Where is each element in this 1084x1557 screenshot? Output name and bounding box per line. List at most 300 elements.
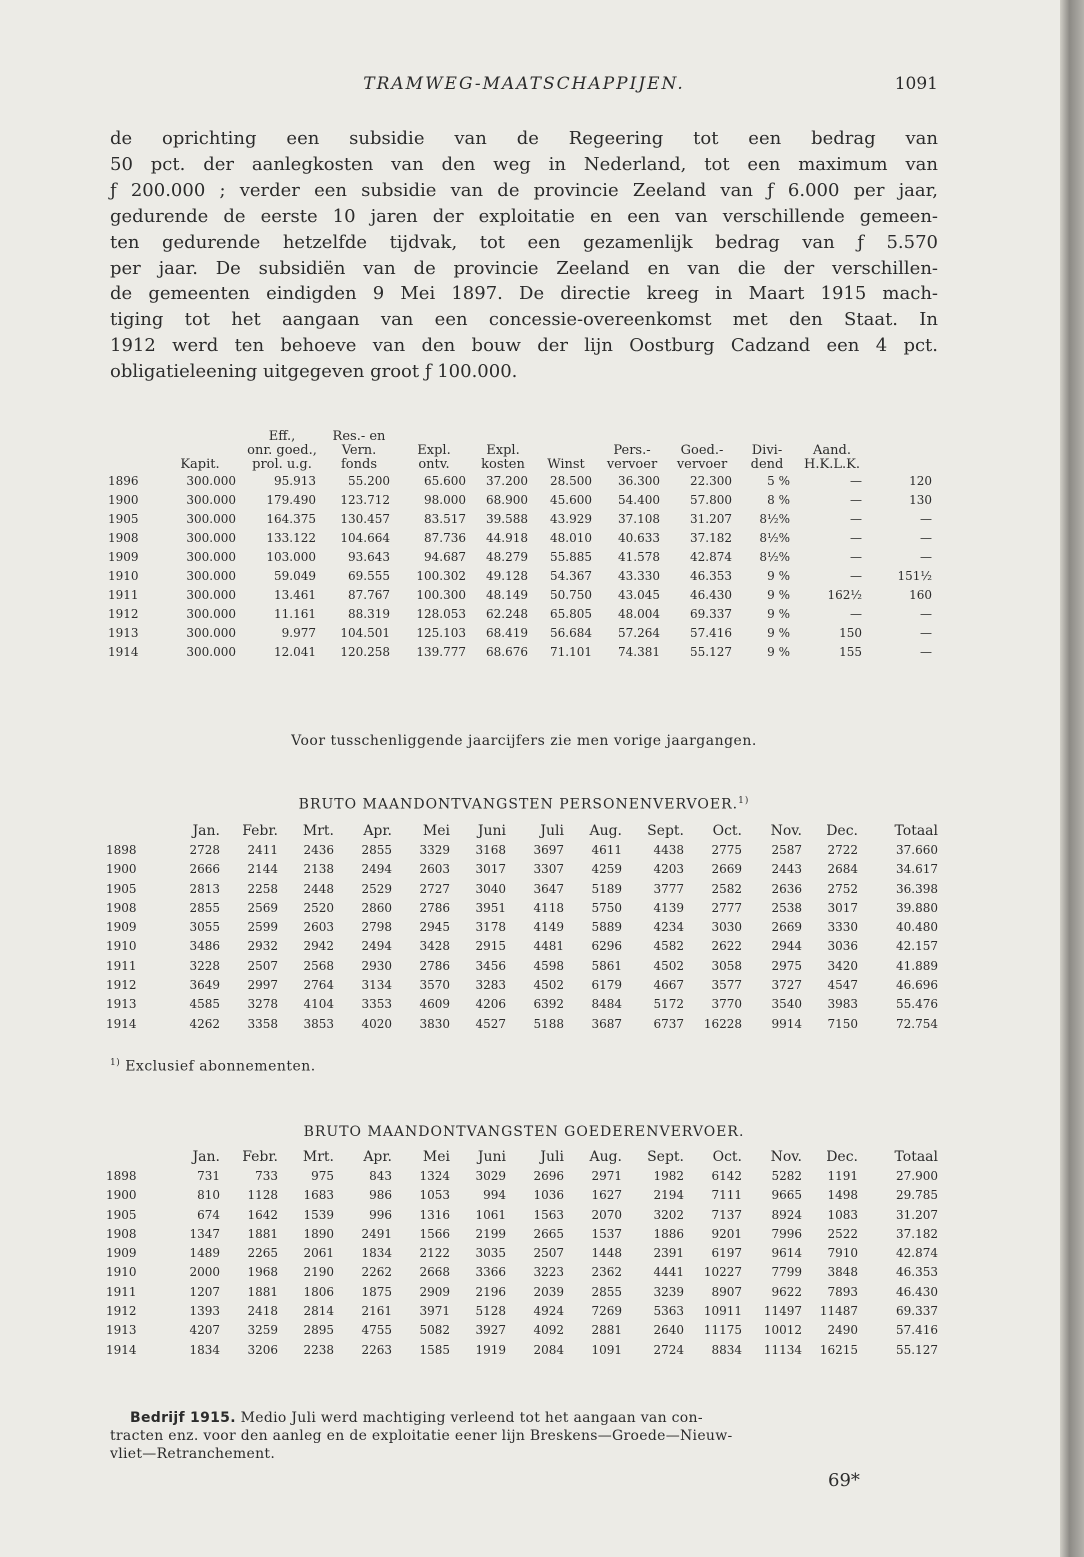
financial-year: 1911	[108, 588, 139, 602]
goods-cell: 9665	[771, 1188, 802, 1203]
closing-line: vliet—Retranchement.	[110, 1446, 276, 1462]
footnote	[110, 1058, 316, 1075]
goods-column-header: Dec.	[826, 1149, 858, 1165]
goods-cell: 1881	[247, 1226, 278, 1241]
financial-header-cell: vervoer	[676, 457, 728, 472]
passengers-cell: 4259	[591, 862, 622, 877]
financial-cell: 8½%	[759, 512, 790, 526]
goods-cell: 2418	[247, 1304, 278, 1319]
goods-cell: 10227	[703, 1265, 742, 1280]
financial-cell: —	[920, 531, 932, 545]
financial-cell: 104.664	[340, 531, 390, 545]
passengers-cell: 2860	[361, 900, 392, 915]
passengers-cell: 7150	[827, 1016, 858, 1031]
passengers-cell: 4547	[827, 978, 858, 993]
financial-cell: 179.490	[266, 493, 316, 507]
financial-cell: 300.000	[186, 493, 236, 507]
financial-cell: 300.000	[186, 588, 236, 602]
goods-cell: 69.337	[896, 1304, 938, 1319]
goods-cell: 6197	[711, 1246, 742, 1261]
passengers-row	[106, 899, 938, 918]
goods-cell: 9201	[711, 1226, 742, 1241]
goods-cell: 1489	[189, 1246, 220, 1261]
financial-cell: 300.000	[186, 569, 236, 583]
passengers-cell: 6179	[591, 978, 622, 993]
goods-cell: 3223	[533, 1265, 564, 1280]
goods-cell: 2881	[591, 1323, 622, 1338]
passengers-cell: 2775	[711, 843, 742, 857]
financial-cell: 9 %	[767, 645, 790, 659]
financial-header-cell	[158, 444, 242, 458]
financial-row	[108, 605, 938, 624]
goods-cell: 7893	[827, 1284, 858, 1299]
passengers-cell: 2636	[771, 881, 802, 896]
passengers-cell: 4582	[653, 939, 684, 954]
passengers-cell: 5861	[591, 958, 622, 973]
financial-cell: —	[850, 493, 862, 507]
goods-cell: 3035	[475, 1246, 506, 1261]
goods-year: 1914	[106, 1342, 137, 1357]
passengers-cell: 3178	[475, 920, 506, 935]
financial-header-cell: Expl.	[417, 443, 451, 458]
passengers-cell: 2411	[247, 843, 278, 857]
passengers-cell: 3770	[711, 997, 742, 1012]
goods-cell: 10012	[763, 1323, 802, 1338]
goods-header-row	[106, 1147, 938, 1167]
passengers-row	[106, 937, 938, 956]
passengers-row	[106, 860, 938, 879]
financial-cell: 8½%	[759, 550, 790, 564]
passengers-cell: 2777	[711, 900, 742, 915]
goods-row	[106, 1341, 938, 1360]
goods-cell: 2668	[419, 1265, 450, 1280]
passengers-cell: 3983	[827, 997, 858, 1012]
financial-header-cell: fonds	[340, 457, 377, 472]
goods-cell: 5128	[475, 1304, 506, 1319]
passengers-cell: 2930	[361, 958, 392, 973]
goods-cell: 7996	[771, 1226, 802, 1241]
goods-cell: 1683	[303, 1188, 334, 1203]
financial-cell: 48.004	[618, 607, 660, 621]
financial-cell: —	[920, 607, 932, 621]
goods-cell: 1968	[247, 1265, 278, 1280]
goods-cell: 1316	[419, 1207, 450, 1222]
financial-cell: 12.041	[274, 645, 316, 659]
page-number: 1091	[894, 74, 938, 94]
goods-column-header: Nov.	[770, 1149, 802, 1165]
financial-cell: 65.600	[424, 474, 466, 488]
passengers-cell: 2915	[475, 939, 506, 954]
financial-cell: 94.687	[424, 550, 466, 564]
goods-cell: 2665	[533, 1226, 564, 1241]
financial-header-cell	[108, 458, 158, 472]
financial-cell: 43.330	[618, 569, 660, 583]
goods-cell: 1091	[591, 1342, 622, 1357]
goods-cell: 2909	[419, 1284, 450, 1299]
goods-cell: 1498	[827, 1188, 858, 1203]
financial-cell: 88.319	[348, 607, 390, 621]
passengers-cell: 9914	[771, 1016, 802, 1031]
goods-cell: 8924	[771, 1207, 802, 1222]
passengers-cell: 4139	[653, 900, 684, 915]
financial-cell: 28.500	[550, 474, 592, 488]
goods-cell: 3927	[475, 1323, 506, 1338]
passengers-column-header: Febr.	[242, 823, 278, 839]
financial-year: 1913	[108, 626, 139, 640]
passengers-cell: 3687	[591, 1016, 622, 1031]
passengers-cell: 2722	[827, 843, 858, 857]
financial-header-cell	[796, 430, 868, 444]
financial-header-cell	[598, 430, 666, 444]
passengers-column-header: Apr.	[363, 823, 392, 839]
intro-line: 1912 werd ten behoeve van den bouw der lijn Oostburg Cadzand een 4 pct.	[110, 335, 938, 357]
goods-cell: 37.182	[896, 1226, 938, 1241]
goods-cell: 4924	[533, 1304, 564, 1319]
passengers-cell: 2603	[303, 920, 334, 935]
financial-cell: 150	[839, 626, 862, 640]
financial-cell: 300.000	[186, 531, 236, 545]
financial-year: 1908	[108, 531, 139, 545]
financial-header-cell: Winst	[547, 457, 585, 472]
goods-cell: 2196	[475, 1284, 506, 1299]
passengers-cell: 2569	[247, 900, 278, 915]
goods-cell: 810	[197, 1188, 220, 1203]
intro-line: 50 pct. der aanlegkosten van den weg in Nederland, tot een maximum van	[110, 153, 938, 175]
financial-header-row	[108, 430, 938, 444]
goods-cell: 3848	[827, 1265, 858, 1280]
goods-cell: 1347	[189, 1226, 220, 1241]
financial-cell: 87.767	[348, 588, 390, 602]
financial-cell: 55.127	[690, 645, 732, 659]
financial-row	[108, 529, 938, 548]
financial-header-cell	[158, 430, 242, 444]
financial-cell: —	[920, 626, 932, 640]
financial-cell: 87.736	[424, 531, 466, 545]
financial-cell: 162½	[827, 588, 862, 602]
goods-cell: 8907	[711, 1284, 742, 1299]
goods-cell: 9622	[771, 1284, 802, 1299]
goods-row	[106, 1321, 938, 1340]
passengers-cell: 2944	[771, 939, 802, 954]
passengers-row	[106, 841, 938, 860]
financial-header-cell: onr. goed.,	[247, 443, 317, 458]
goods-cell: 2262	[361, 1265, 392, 1280]
passengers-cell: 4206	[475, 997, 506, 1012]
passengers-cell: 3951	[475, 900, 506, 915]
goods-cell: 2696	[533, 1169, 564, 1183]
passengers-cell: 2684	[827, 862, 858, 877]
goods-monthly-table	[106, 1147, 938, 1360]
goods-cell: 2084	[533, 1342, 564, 1357]
financial-header-row	[108, 458, 938, 472]
passengers-cell: 4149	[533, 920, 564, 935]
goods-cell: 2362	[591, 1265, 622, 1280]
passengers-cell: 3168	[475, 843, 506, 857]
financial-cell: 69.555	[348, 569, 390, 583]
goods-cell: 2190	[303, 1265, 334, 1280]
financial-row	[108, 548, 938, 567]
financial-table	[108, 430, 938, 662]
financial-cell: 9 %	[767, 569, 790, 583]
passengers-cell: 3055	[189, 920, 220, 935]
financial-cell: 160	[909, 588, 932, 602]
financial-cell: 43.929	[550, 512, 592, 526]
goods-cell: 1585	[419, 1342, 450, 1357]
goods-cell: 2490	[827, 1323, 858, 1338]
financial-header-cell	[738, 430, 796, 444]
goods-column-header: Jan.	[192, 1149, 220, 1165]
financial-header-cell	[534, 444, 598, 458]
passengers-year: 1913	[106, 997, 137, 1012]
goods-cell: 2507	[533, 1246, 564, 1261]
passengers-cell: 4104	[303, 997, 334, 1012]
financial-cell: 50.750	[550, 588, 592, 602]
passengers-cell: 4203	[653, 862, 684, 877]
goods-cell: 3202	[653, 1207, 684, 1222]
passengers-column-header: Juni	[477, 823, 506, 839]
passengers-cell: 3647	[533, 881, 564, 896]
goods-cell: 2814	[303, 1304, 334, 1319]
financial-cell: 164.375	[266, 512, 316, 526]
financial-cell: 128.053	[416, 607, 466, 621]
passengers-cell: 2728	[189, 843, 220, 857]
financial-header-cell: dend	[750, 457, 784, 472]
passengers-year: 1898	[106, 843, 137, 857]
footnote-mark: 1)	[110, 1058, 121, 1068]
passengers-cell: 3017	[475, 862, 506, 877]
goods-row	[106, 1302, 938, 1321]
goods-cell: 2194	[653, 1188, 684, 1203]
goods-row	[106, 1186, 938, 1205]
financial-cell: 155	[839, 645, 862, 659]
financial-cell: 74.381	[618, 645, 660, 659]
passengers-row	[106, 995, 938, 1014]
goods-cell: 2522	[827, 1226, 858, 1241]
goods-column-header: Febr.	[242, 1149, 278, 1165]
passengers-row	[106, 880, 938, 899]
goods-cell: 7269	[591, 1304, 622, 1319]
passengers-cell: 3540	[771, 997, 802, 1012]
goods-column-header: Juli	[540, 1149, 564, 1165]
financial-cell: 95.913	[274, 474, 316, 488]
financial-cell: 300.000	[186, 550, 236, 564]
passengers-cell: 5189	[591, 881, 622, 896]
goods-cell: 1890	[303, 1226, 334, 1241]
passengers-cell: 2144	[247, 862, 278, 877]
financial-cell: 8½%	[759, 531, 790, 545]
goods-cell: 11497	[763, 1304, 802, 1319]
closing-label: Bedrijf 1915.	[130, 1410, 236, 1426]
passengers-cell: 6392	[533, 997, 564, 1012]
intro-paragraph	[110, 126, 938, 385]
passengers-cell: 2587	[771, 843, 802, 857]
passengers-caption-mark: 1)	[738, 796, 750, 806]
financial-year: 1905	[108, 512, 139, 526]
financial-header-cell	[108, 444, 158, 458]
goods-year: 1910	[106, 1265, 137, 1280]
goods-cell: 3259	[247, 1323, 278, 1338]
intro-line: de oprichting een subsidie van de Regeering tot een bedrag van	[110, 128, 938, 149]
passengers-cell: 4667	[653, 978, 684, 993]
passengers-cell: 5188	[533, 1016, 564, 1031]
goods-cell: 1886	[653, 1226, 684, 1241]
goods-cell: 7799	[771, 1265, 802, 1280]
financial-header-cell	[472, 430, 534, 444]
passengers-cell: 2855	[189, 900, 220, 915]
financial-cell: 37.108	[618, 512, 660, 526]
financial-cell: 13.461	[274, 588, 316, 602]
passengers-cell: 4481	[533, 939, 564, 954]
goods-cell: 1036	[533, 1188, 564, 1203]
passengers-cell: 3456	[475, 958, 506, 973]
passengers-cell: 3040	[475, 881, 506, 896]
passengers-cell: 72.754	[896, 1016, 938, 1031]
passengers-cell: 3577	[711, 978, 742, 993]
goods-column-header: Mrt.	[302, 1149, 334, 1165]
goods-cell: 3239	[653, 1284, 684, 1299]
goods-cell: 3366	[475, 1265, 506, 1280]
passengers-cell: 2942	[303, 939, 334, 954]
financial-cell: 130	[909, 493, 932, 507]
passengers-cell: 5889	[591, 920, 622, 935]
passengers-cell: 2599	[247, 920, 278, 935]
goods-cell: 1563	[533, 1207, 564, 1222]
financial-cell: 55.885	[550, 550, 592, 564]
passengers-cell: 2855	[361, 843, 392, 857]
financial-cell: 8 %	[767, 493, 790, 507]
financial-cell: 68.419	[486, 626, 528, 640]
goods-cell: 2122	[419, 1246, 450, 1261]
goods-row	[106, 1263, 938, 1282]
financial-cell: 36.300	[618, 474, 660, 488]
passengers-cell: 34.617	[896, 862, 938, 877]
financial-cell: 59.049	[274, 569, 316, 583]
passengers-cell: 2798	[361, 920, 392, 935]
passengers-cell: 2436	[303, 843, 334, 857]
passengers-year: 1900	[106, 862, 137, 877]
passengers-cell: 2786	[419, 958, 450, 973]
financial-cell: 300.000	[186, 645, 236, 659]
goods-cell: 2971	[591, 1169, 622, 1183]
passengers-cell: 2448	[303, 881, 334, 896]
financial-cell: 103.000	[266, 550, 316, 564]
financial-cell: 37.200	[486, 474, 528, 488]
passengers-row	[106, 957, 938, 976]
goods-cell: 2855	[591, 1284, 622, 1299]
goods-cell: 1128	[247, 1188, 278, 1203]
goods-cell: 2265	[247, 1246, 278, 1261]
goods-cell: 42.874	[896, 1246, 938, 1261]
passengers-cell: 2752	[827, 881, 858, 896]
passengers-column-header: Jan.	[192, 823, 220, 839]
financial-cell: 139.777	[416, 645, 466, 659]
passengers-caption-text: BRUTO MAANDONTVANGSTEN PERSONENVERVOER.	[298, 796, 739, 813]
financial-header-cell: Kapit.	[180, 457, 220, 472]
passengers-header-row	[106, 821, 938, 841]
passengers-cell: 4527	[475, 1016, 506, 1031]
financial-cell: 44.918	[486, 531, 528, 545]
passengers-year: 1910	[106, 939, 137, 954]
passengers-cell: 4609	[419, 997, 450, 1012]
financial-cell: 45.600	[550, 493, 592, 507]
passengers-column-header: Dec.	[826, 823, 858, 839]
passengers-cell: 3428	[419, 939, 450, 954]
financial-cell: 37.182	[690, 531, 732, 545]
goods-year: 1908	[106, 1226, 137, 1241]
goods-cell: 2161	[361, 1304, 392, 1319]
passengers-cell: 3420	[827, 958, 858, 973]
goods-row	[106, 1206, 938, 1225]
passengers-cell: 2666	[189, 862, 220, 877]
goods-cell: 1919	[475, 1342, 506, 1357]
goods-cell: 2039	[533, 1284, 564, 1299]
passengers-column-header: Nov.	[770, 823, 802, 839]
financial-header-cell	[534, 430, 598, 444]
goods-column-header: Sept.	[647, 1149, 684, 1165]
financial-year: 1896	[108, 474, 139, 488]
financial-cell: —	[920, 550, 932, 564]
running-title: TRAMWEG-MAATSCHAPPIJEN.	[363, 74, 685, 94]
financial-cell: 46.353	[690, 569, 732, 583]
financial-row	[108, 472, 938, 491]
financial-header-cell: Aand.	[813, 443, 851, 458]
passengers-cell: 3228	[189, 958, 220, 973]
passengers-cell: 2727	[419, 881, 450, 896]
passengers-row	[106, 918, 938, 937]
financial-cell: 83.517	[424, 512, 466, 526]
financial-cell: 62.248	[486, 607, 528, 621]
goods-cell: 2391	[653, 1246, 684, 1261]
financial-cell: 56.684	[550, 626, 592, 640]
passengers-cell: 2622	[711, 939, 742, 954]
passengers-cell: 4611	[591, 843, 622, 857]
goods-cell: 8834	[711, 1342, 742, 1357]
financial-year: 1909	[108, 550, 139, 564]
goods-caption: BRUTO MAANDONTVANGSTEN GOEDERENVERVOER.	[303, 1124, 745, 1140]
passengers-year: 1905	[106, 881, 137, 896]
goods-year: 1900	[106, 1188, 137, 1203]
financial-year: 1910	[108, 569, 139, 583]
goods-cell: 31.207	[896, 1207, 938, 1222]
financial-cell: —	[850, 569, 862, 583]
financial-cell: 57.800	[690, 493, 732, 507]
passengers-row	[106, 1015, 938, 1034]
financial-cell: —	[850, 531, 862, 545]
goods-cell: 2724	[653, 1342, 684, 1357]
goods-cell: 3971	[419, 1304, 450, 1319]
passengers-cell: 6296	[591, 939, 622, 954]
passengers-cell: 3329	[419, 843, 450, 857]
goods-cell: 1191	[827, 1169, 858, 1183]
goods-cell: 29.785	[896, 1188, 938, 1203]
financial-cell: —	[850, 474, 862, 488]
financial-cell: 300.000	[186, 626, 236, 640]
goods-year: 1912	[106, 1304, 137, 1319]
financial-cell: 40.633	[618, 531, 660, 545]
passengers-cell: 39.880	[896, 900, 938, 915]
goods-cell: 5082	[419, 1323, 450, 1338]
financial-cell: 98.000	[424, 493, 466, 507]
passengers-cell: 3283	[475, 978, 506, 993]
financial-cell: 123.712	[340, 493, 390, 507]
financial-header-cell: H.K.L.K.	[804, 457, 860, 472]
passengers-monthly-table	[106, 821, 938, 1034]
passengers-cell: 2258	[247, 881, 278, 896]
goods-column-header: Juni	[477, 1149, 506, 1165]
passengers-cell: 2786	[419, 900, 450, 915]
goods-cell: 3206	[247, 1342, 278, 1357]
financial-row	[108, 624, 938, 643]
